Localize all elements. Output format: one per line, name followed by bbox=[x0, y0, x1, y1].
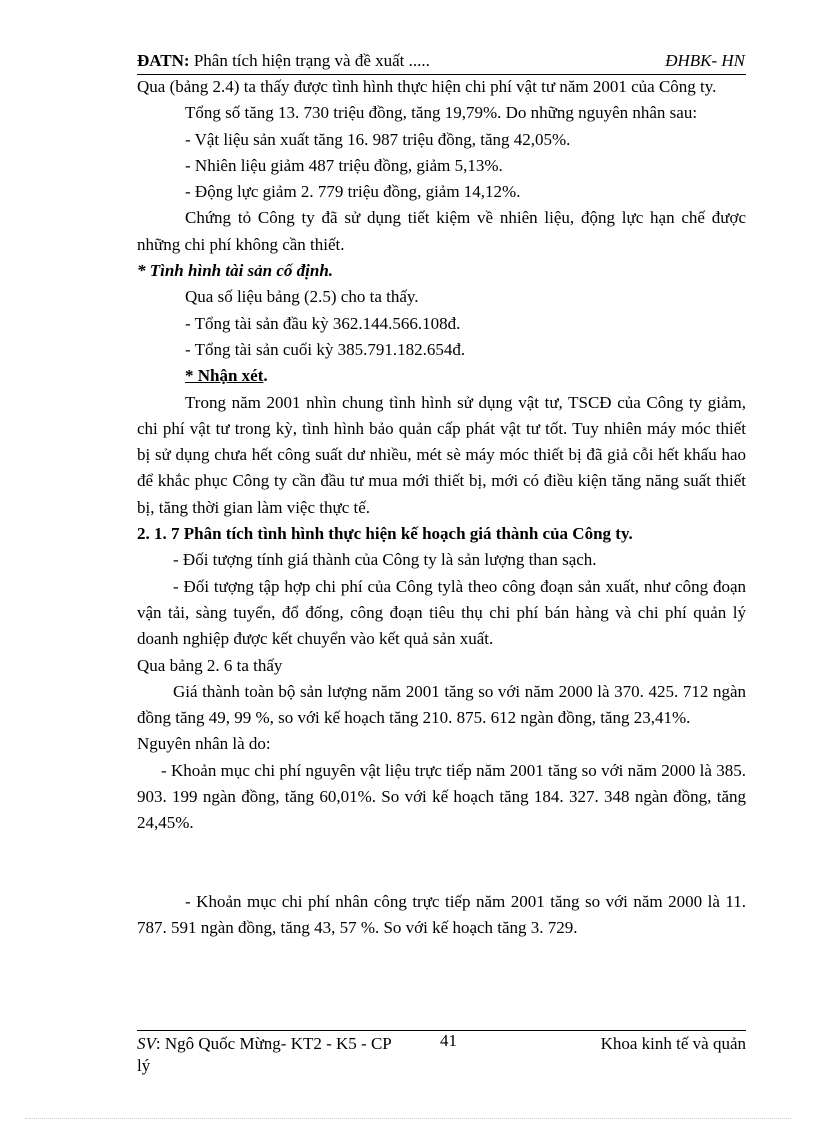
paragraph-table-ref: Qua số liệu bảng (2.5) cho ta thấy. bbox=[185, 287, 419, 307]
bullet-assets-start: - Tổng tài sản đầu kỳ 362.144.566.108đ. bbox=[185, 313, 461, 333]
remark-period: . bbox=[263, 366, 268, 386]
header-title bbox=[137, 50, 430, 72]
bullet-raw-materials: - Khoản mục chi phí nguyên vật liệu trực tiếp năm 2001 tăng so với năm 2000 là 385. 903. 199 ngàn đồng, tăng 60,01%. So với kế hoạch tăng 184. 327. 348 ngàn đồng, tăng 24,45%. bbox=[137, 760, 746, 833]
remark-label: * Nhận xét bbox=[185, 366, 264, 386]
paragraph-total: Tổng số tăng 13. 730 triệu đồng, tăng 19,79%. Do những nguyên nhân sau: bbox=[185, 103, 698, 123]
page-header bbox=[137, 50, 745, 72]
footer-student-name: : Ngô Quốc Mừng- KT2 - K5 - CP bbox=[155, 1034, 392, 1053]
heading-remark bbox=[137, 363, 746, 389]
footer-student bbox=[137, 1033, 392, 1055]
page-edge-dotted-line bbox=[25, 1118, 791, 1119]
bullet-labor: - Khoản mục chi phí nhân công trực tiếp năm 2001 tăng so với năm 2000 là 11. 787. 591 ngàn đồng, tăng 43, 57 %. So với kế hoạch tăng 3. 729. bbox=[137, 891, 746, 937]
header-university: ĐHBK- HN bbox=[665, 51, 745, 70]
bullet-fuel: - Nhiên liệu giảm 487 triệu đồng, giảm 5,13%. bbox=[185, 155, 503, 175]
section-heading-cost-plan: 2. 1. 7 Phân tích tình hình thực hiện kế hoạch giá thành của Công ty. bbox=[137, 524, 633, 544]
bullet-cost-object: - Đối tượng tính giá thành của Công ty là sản lượng than sạch. bbox=[173, 550, 597, 570]
paragraph-total-cost: Giá thành toàn bộ sản lượng năm 2001 tăng so với năm 2000 là 370. 425. 712 ngàn đồng tăng 49, 99 %, so với kế hoạch tăng 210. 875. 612 ngàn đồng, tăng 23,41%. bbox=[137, 681, 746, 728]
blank-gap bbox=[137, 837, 746, 889]
paragraph-remark: Trong năm 2001 nhìn chung tình hình sử dụng vật tư, TSCĐ của Công ty giảm, chi phí vật tư trong kỳ, tình hình bảo quản cấp phát vật tư tốt. Tuy nhiên máy móc thiết bị sử dụng chưa hết công suất dư nhiều, mét sè máy móc thiết bị đã giả cỗi hết khấu hao để khắc phục Công ty cần đầu tư mua mới thiết bị, mới có điều kiện tăng năng suất thiết bị, tăng thời gian làm việc thực tế. bbox=[137, 392, 746, 517]
document-body bbox=[137, 74, 746, 941]
bullet-power: - Động lực giảm 2. 779 triệu đồng, giảm 14,12%. bbox=[185, 182, 521, 202]
paragraph-table-2-6: Qua bảng 2. 6 ta thấy bbox=[137, 655, 283, 675]
header-title-label: ĐATN: bbox=[137, 51, 190, 70]
footer-faculty: Khoa kinh tế và quản bbox=[600, 1034, 746, 1053]
footer-faculty-cont: lý bbox=[137, 1056, 151, 1075]
section-heading-fixed-assets: * Tình hình tài sản cố định. bbox=[137, 261, 334, 281]
paragraph-intro: Qua (bảng 2.4) ta thấy được tình hình thực hiện chi phí vật tư năm 2001 của Công ty. bbox=[137, 77, 717, 96]
paragraph-reasons: Nguyên nhân là do: bbox=[137, 734, 271, 754]
paragraph-conclusion: Chứng tỏ Công ty đã sử dụng tiết kiệm về nhiên liệu, động lực hạn chế được những chi phí không cần thiết. bbox=[137, 208, 746, 254]
page-number: 41 bbox=[440, 1031, 457, 1050]
bullet-materials: - Vật liệu sản xuất tăng 16. 987 triệu đồng, tăng 42,05%. bbox=[185, 129, 571, 149]
bullet-assets-end: - Tổng tài sản cuối kỳ 385.791.182.654đ. bbox=[185, 339, 466, 359]
header-title-text: Phân tích hiện trạng và đề xuất ..... bbox=[189, 51, 430, 70]
bullet-cost-collection: - Đối tượng tập hợp chi phí của Công tylà theo công đoạn sản xuất, như công đoạn vận tải, sàng tuyển, đổ đống, công đoạn tiêu thụ chi phí bán hàng và chi phí quản lý doanh nghiệp được kết chuyển vào kết quả sản xuất. bbox=[137, 576, 746, 649]
footer-sv-label: SV bbox=[137, 1034, 156, 1053]
